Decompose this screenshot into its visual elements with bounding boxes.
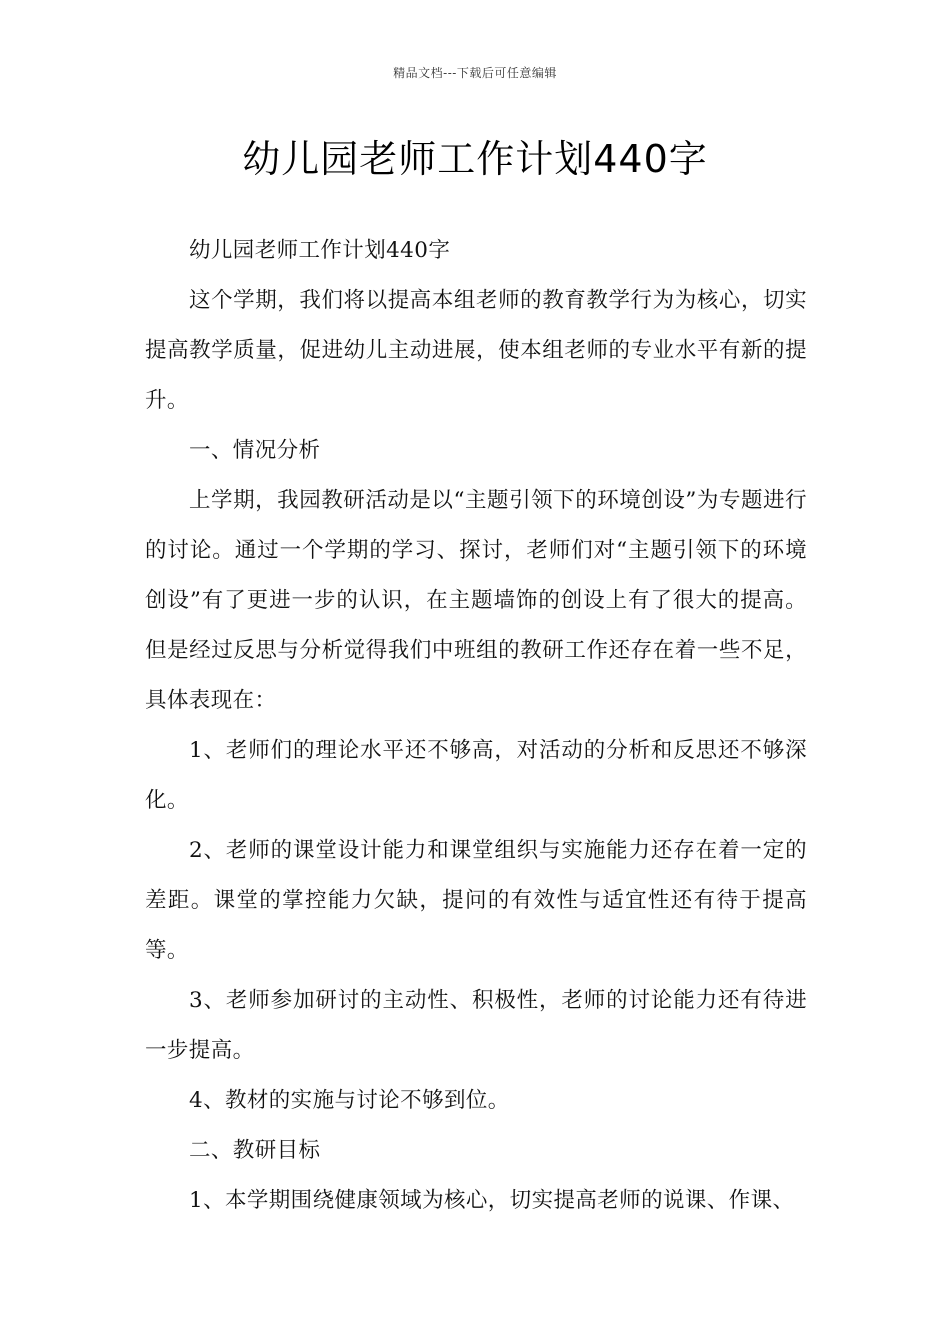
list-item-4: 4、教材的实施与讨论不够到位。 xyxy=(189,1088,510,1113)
list-item-2: 2、老师的课堂设计能力和课堂组织与实施能力还存在着一定的差距。课堂的掌控能力欠缺，提问的有效性与适宜性还有待于提高等。 xyxy=(145,838,807,963)
document-title: 幼儿园老师工作计划440字 xyxy=(242,137,708,181)
section-heading-situation: 一、情况分析 xyxy=(189,438,321,463)
section-heading-goals: 二、教研目标 xyxy=(189,1138,321,1163)
list-item-3: 3、老师参加研讨的主动性、积极性，老师的讨论能力还有待进一步提高。 xyxy=(145,988,807,1063)
list-item-1: 1、老师们的理论水平还不够高，对活动的分析和反思还不够深化。 xyxy=(145,738,807,813)
paragraph-subtitle: 幼儿园老师工作计划440字 xyxy=(189,238,451,263)
header-note: 精品文档---下载后可任意编辑 xyxy=(393,66,557,80)
paragraph-situation: 上学期，我园教研活动是以“主题引领下的环境创设”为专题进行的讨论。通过一个学期的学习、探讨，老师们对“主题引领下的环境创设”有了更进一步的认识，在主题墙饰的创设上有了很大的提高。但是经过反思与分析觉得我们中班组的教研工作还存在着一些不足，具体表现在： xyxy=(145,488,807,713)
paragraph-intro: 这个学期，我们将以提高本组老师的教育教学行为为核心，切实提高教学质量，促进幼儿主动进展，使本组老师的专业水平有新的提升。 xyxy=(145,288,807,413)
goal-item-1: 1、本学期围绕健康领域为核心，切实提高老师的说课、作课、 xyxy=(189,1188,795,1213)
document-body xyxy=(145,226,807,1226)
